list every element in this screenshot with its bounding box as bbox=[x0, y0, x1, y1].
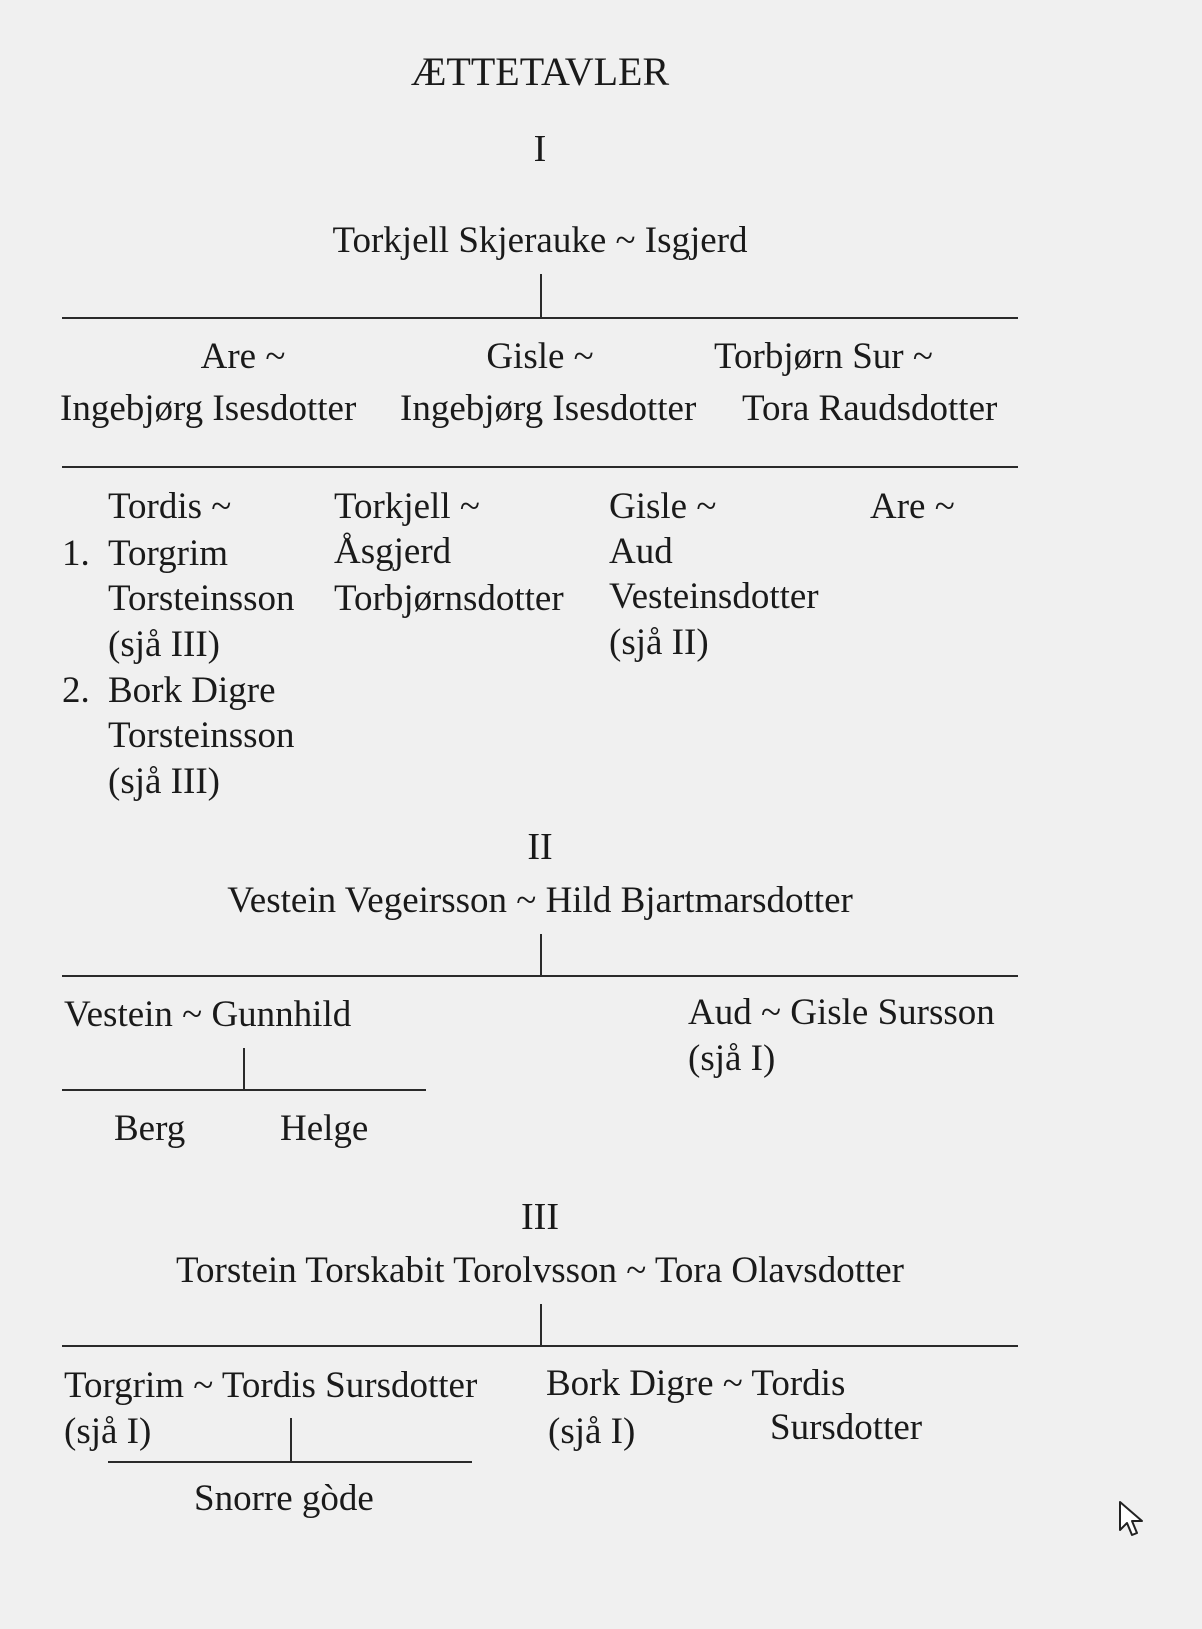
cross-reference: (sjå I) bbox=[64, 1411, 152, 1452]
grandchild-gisle: Gisle ~ bbox=[609, 486, 717, 527]
table-i-root: Torkjell Skjerauke ~ Isgjerd bbox=[332, 220, 748, 261]
cross-reference: (sjå II) bbox=[609, 622, 709, 663]
generation-line bbox=[62, 466, 1018, 468]
generation-line bbox=[62, 317, 1018, 319]
grandchild-tordis: Tordis ~ bbox=[108, 486, 232, 527]
table-iii-root: Torstein Torskabit Torolvsson ~ Tora Olavsdotter bbox=[175, 1250, 905, 1291]
spouse-name: Torsteinsson bbox=[108, 578, 295, 619]
spouse-name: Torgrim bbox=[108, 533, 229, 574]
connector bbox=[540, 934, 542, 976]
connector bbox=[540, 274, 542, 318]
spouse-name: Torsteinsson bbox=[108, 715, 295, 756]
connector bbox=[290, 1418, 292, 1462]
page-title: ÆTTETAVLER bbox=[410, 49, 670, 94]
table-ii-numeral: II bbox=[527, 826, 553, 868]
child-vestein: Vestein ~ Gunnhild bbox=[64, 994, 352, 1035]
connector bbox=[243, 1048, 245, 1090]
child-torbjorn-spouse: Tora Raudsdotter bbox=[742, 388, 998, 429]
generation-line bbox=[108, 1461, 472, 1463]
list-number: 1. bbox=[62, 533, 90, 574]
grandchild-torkjell: Torkjell ~ bbox=[334, 486, 480, 527]
child-gisle-spouse: Ingebjørg Isesdotter bbox=[400, 388, 697, 429]
child-bork: Bork Digre ~ Tordis bbox=[546, 1363, 846, 1404]
spouse-name: Aud bbox=[609, 531, 673, 572]
child-aud: Aud ~ Gisle Sursson bbox=[688, 992, 995, 1033]
cross-reference: (sjå III) bbox=[108, 624, 220, 665]
spouse-name: Torbjørnsdotter bbox=[334, 578, 564, 619]
cross-reference: (sjå I) bbox=[548, 1411, 636, 1452]
generation-line bbox=[62, 975, 1018, 977]
grandchild-helge: Helge bbox=[280, 1108, 369, 1149]
list-number: 2. bbox=[62, 670, 90, 711]
spouse-name: Åsgjerd bbox=[334, 531, 452, 572]
child-are: Are ~ bbox=[200, 336, 286, 377]
spouse-name: Bork Digre bbox=[108, 670, 276, 711]
table-ii-root: Vestein Vegeirsson ~ Hild Bjartmarsdotter bbox=[227, 880, 853, 921]
cross-reference: (sjå III) bbox=[108, 761, 220, 802]
child-are-spouse: Ingebjørg Isesdotter bbox=[60, 388, 357, 429]
child-gisle: Gisle ~ bbox=[486, 336, 594, 377]
connector bbox=[540, 1304, 542, 1346]
grandchild-berg: Berg bbox=[114, 1108, 186, 1149]
child-torgrim: Torgrim ~ Tordis Sursdotter bbox=[64, 1365, 478, 1406]
table-i-numeral: I bbox=[533, 128, 547, 170]
mouse-cursor-icon bbox=[1118, 1500, 1148, 1540]
spouse-name: Sursdotter bbox=[770, 1407, 923, 1448]
grandchild-snorre: Snorre gòde bbox=[194, 1478, 374, 1519]
grandchild-are: Are ~ bbox=[870, 486, 955, 527]
spouse-name: Vesteinsdotter bbox=[609, 576, 819, 617]
cross-reference: (sjå I) bbox=[688, 1038, 776, 1079]
child-torbjorn: Torbjørn Sur ~ bbox=[714, 336, 933, 377]
generation-line bbox=[62, 1089, 426, 1091]
generation-line bbox=[62, 1345, 1018, 1347]
table-iii-numeral: III bbox=[521, 1196, 559, 1238]
